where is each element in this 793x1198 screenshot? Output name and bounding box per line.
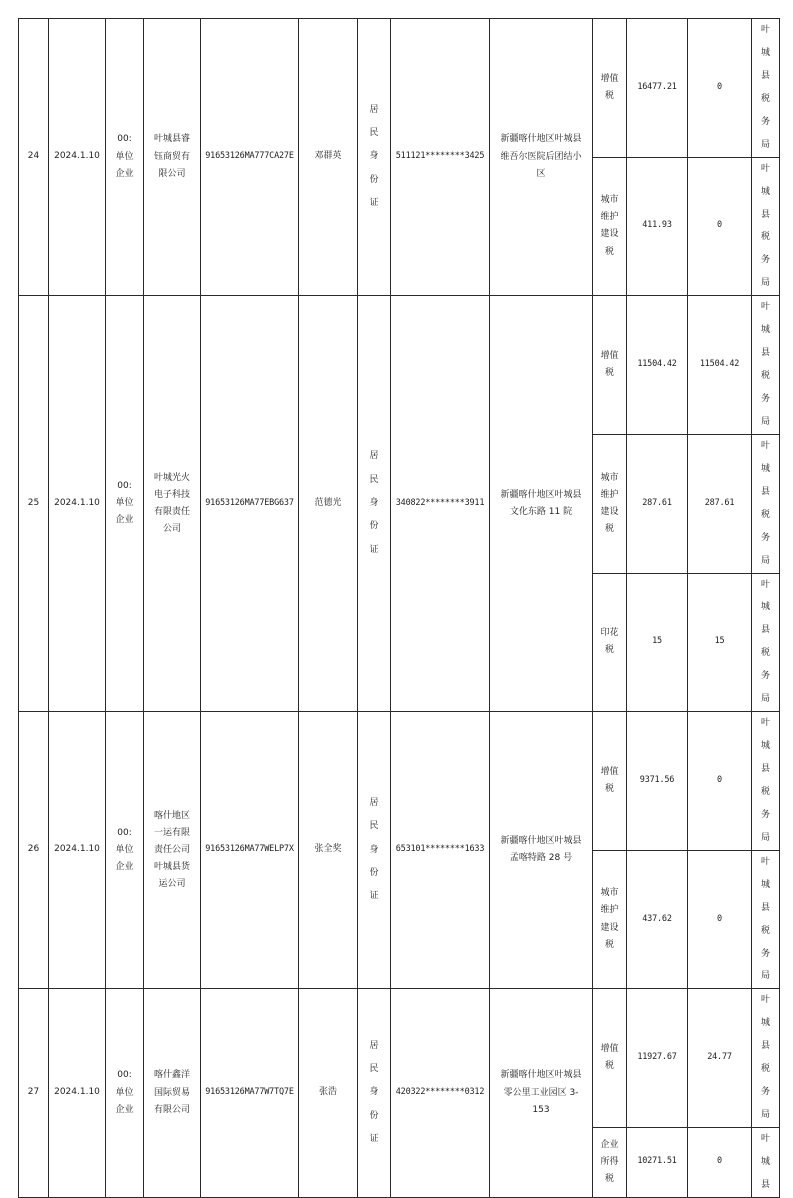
table-row bbox=[19, 989, 780, 1128]
company-name-cell-text: 叶城光火电子科技有限责任公司 bbox=[153, 472, 190, 534]
row-number-cell bbox=[19, 712, 49, 989]
tax-name-cell-text: 增值税 bbox=[600, 350, 619, 379]
id-number-cell bbox=[391, 296, 490, 712]
tax-authority-cell-text: 叶城县 bbox=[760, 1134, 770, 1190]
tax-amount-cell-text: 287.61 bbox=[642, 497, 672, 508]
id-type-cell-text: 居民身份证 bbox=[369, 797, 379, 902]
row-number-cell-text: 27 bbox=[27, 1087, 40, 1098]
tax-amount-cell-text: 16477.21 bbox=[637, 81, 677, 92]
legal-person-cell bbox=[299, 712, 358, 989]
tax-name-cell-text: 印花税 bbox=[600, 628, 619, 656]
tax-name-cell bbox=[593, 157, 627, 296]
address-cell-text: 新疆喀什地区叶城县孟喀特路 28 号 bbox=[500, 836, 582, 864]
id-type-cell bbox=[358, 296, 391, 712]
row-number-cell bbox=[19, 989, 49, 1197]
date-cell bbox=[49, 296, 106, 712]
company-name-cell-text: 叶城县睿钰商贸有限公司 bbox=[153, 134, 190, 179]
row-number-cell-text: 25 bbox=[27, 497, 40, 508]
taxpayer-type-cell bbox=[106, 989, 144, 1197]
tax-paid-cell bbox=[688, 19, 752, 158]
tax-amount-cell-text: 437.62 bbox=[642, 913, 672, 924]
taxpayer-type-cell-text: 00:单位企业 bbox=[115, 827, 134, 872]
tax-paid-cell bbox=[688, 850, 752, 989]
tax-authority-cell bbox=[752, 989, 780, 1128]
tax-paid-cell-text: 15 bbox=[714, 636, 725, 647]
tax-name-cell bbox=[593, 19, 627, 158]
tax-authority-cell bbox=[752, 573, 780, 712]
tax-amount-cell bbox=[627, 296, 688, 435]
tax-amount-cell bbox=[627, 989, 688, 1128]
taxpayer-type-cell bbox=[106, 296, 144, 712]
id-number-cell-text: 420322********0312 bbox=[395, 1087, 485, 1098]
taxpayer-type-cell-text: 00:单位企业 bbox=[115, 134, 134, 179]
tax-amount-cell-text: 9371.56 bbox=[639, 774, 675, 785]
tax-name-cell bbox=[593, 573, 627, 712]
tax-paid-cell bbox=[688, 157, 752, 296]
id-number-cell bbox=[391, 989, 490, 1197]
tax-authority-cell bbox=[752, 1128, 780, 1198]
tax-paid-cell bbox=[688, 989, 752, 1128]
tax-authority-cell-text: 叶城县税务局 bbox=[760, 995, 770, 1121]
tax-authority-cell-text: 叶城县税务局 bbox=[760, 25, 770, 150]
legal-person-cell bbox=[299, 19, 358, 296]
tax-name-cell bbox=[593, 1128, 627, 1198]
tax-paid-cell-text: 24.77 bbox=[707, 1052, 732, 1063]
row-number-cell bbox=[19, 19, 49, 296]
taxpayer-type-cell-text: 00:单位企业 bbox=[115, 1070, 134, 1115]
legal-person-cell-text: 邓群英 bbox=[314, 151, 342, 162]
taxpayer-type-cell bbox=[106, 19, 144, 296]
legal-person-cell-text: 张浩 bbox=[318, 1087, 337, 1098]
tax-amount-cell-text: 11927.67 bbox=[637, 1052, 677, 1063]
tax-amount-cell bbox=[627, 434, 688, 573]
tax-name-cell bbox=[593, 989, 627, 1128]
tax-amount-cell-text: 11504.42 bbox=[637, 359, 677, 370]
tax-name-cell bbox=[593, 434, 627, 573]
tax-name-cell-text: 城市维护建设税 bbox=[600, 195, 619, 257]
id-type-cell-text: 居民身份证 bbox=[369, 104, 379, 209]
tax-authority-cell bbox=[752, 434, 780, 573]
tax-paid-cell bbox=[688, 712, 752, 851]
tax-amount-cell bbox=[627, 712, 688, 851]
tax-authority-cell-text: 叶城县税务局 bbox=[760, 856, 770, 982]
table-row bbox=[19, 296, 780, 435]
tax-paid-cell-text: 0 bbox=[717, 774, 722, 785]
credit-code-cell bbox=[201, 712, 299, 989]
tax-authority-cell-text: 叶城县税务局 bbox=[760, 302, 770, 427]
tax-arrears-table bbox=[18, 18, 780, 1198]
credit-code-cell-text: 91653126MA777CA27E bbox=[205, 151, 294, 162]
address-cell bbox=[490, 19, 593, 296]
tax-authority-cell bbox=[752, 850, 780, 989]
tax-name-cell-text: 城市维护建设税 bbox=[600, 472, 619, 534]
address-cell bbox=[490, 989, 593, 1197]
tax-name-cell-text: 增值税 bbox=[600, 73, 619, 101]
credit-code-cell bbox=[201, 989, 299, 1197]
company-name-cell bbox=[144, 989, 201, 1197]
address-cell-text: 新疆喀什地区叶城县零公里工业园区 3-153 bbox=[500, 1070, 582, 1115]
table-row bbox=[19, 19, 780, 158]
tax-authority-cell-text: 叶城县税务局 bbox=[760, 579, 770, 705]
address-cell-text: 新疆喀什地区叶城县维吾尔医院后团结小区 bbox=[500, 134, 582, 179]
tax-name-cell bbox=[593, 712, 627, 851]
company-name-cell-text: 喀什地区一运有限责任公司叶城县货运公司 bbox=[153, 810, 190, 889]
tax-paid-cell bbox=[688, 573, 752, 712]
date-cell-text: 2024.1.10 bbox=[54, 844, 100, 855]
id-number-cell-text: 340822********3911 bbox=[395, 497, 485, 508]
tax-name-cell-text: 城市维护建设税 bbox=[600, 888, 619, 950]
id-number-cell bbox=[391, 712, 490, 989]
credit-code-cell-text: 91653126MA77EBG637 bbox=[205, 497, 294, 508]
tax-paid-cell-text: 0 bbox=[717, 81, 722, 92]
taxpayer-type-cell bbox=[106, 712, 144, 989]
tax-amount-cell bbox=[627, 157, 688, 296]
tax-paid-cell-text: 0 bbox=[717, 1156, 722, 1167]
credit-code-cell-text: 91653126MA77W7TQ7E bbox=[205, 1087, 294, 1098]
address-cell bbox=[490, 296, 593, 712]
id-number-cell-text: 653101********1633 bbox=[395, 844, 485, 855]
id-type-cell bbox=[358, 19, 391, 296]
tax-name-cell-text: 企业所得税 bbox=[600, 1139, 619, 1184]
legal-person-cell bbox=[299, 296, 358, 712]
tax-name-cell-text: 增值税 bbox=[600, 1044, 619, 1072]
date-cell-text: 2024.1.10 bbox=[54, 497, 100, 508]
tax-name-cell bbox=[593, 296, 627, 435]
tax-authority-cell-text: 叶城县税务局 bbox=[760, 718, 770, 843]
company-name-cell bbox=[144, 19, 201, 296]
tax-authority-cell bbox=[752, 712, 780, 851]
tax-amount-cell bbox=[627, 573, 688, 712]
credit-code-cell bbox=[201, 296, 299, 712]
legal-person-cell-text: 张全奖 bbox=[314, 844, 342, 855]
tax-amount-cell bbox=[627, 1128, 688, 1198]
tax-amount-cell-text: 10271.51 bbox=[637, 1156, 677, 1167]
tax-authority-cell bbox=[752, 157, 780, 296]
address-cell bbox=[490, 712, 593, 989]
table-row bbox=[19, 712, 780, 851]
date-cell bbox=[49, 712, 106, 989]
tax-paid-cell-text: 11504.42 bbox=[699, 359, 740, 370]
tax-name-cell bbox=[593, 850, 627, 989]
id-type-cell bbox=[358, 712, 391, 989]
tax-paid-cell bbox=[688, 434, 752, 573]
row-number-cell bbox=[19, 296, 49, 712]
id-number-cell-text: 511121********3425 bbox=[395, 151, 485, 162]
tax-paid-cell-text: 0 bbox=[717, 220, 722, 231]
date-cell-text: 2024.1.10 bbox=[54, 151, 100, 162]
tax-paid-cell bbox=[688, 1128, 752, 1198]
date-cell bbox=[49, 19, 106, 296]
row-number-cell-text: 24 bbox=[27, 151, 40, 162]
id-type-cell bbox=[358, 989, 391, 1197]
date-cell bbox=[49, 989, 106, 1197]
tax-authority-cell bbox=[752, 296, 780, 435]
tax-authority-cell bbox=[752, 19, 780, 158]
tax-paid-cell-text: 287.61 bbox=[704, 497, 735, 508]
tax-paid-cell bbox=[688, 296, 752, 435]
tax-name-cell-text: 增值税 bbox=[600, 766, 619, 794]
company-name-cell bbox=[144, 712, 201, 989]
tax-amount-cell bbox=[627, 19, 688, 158]
address-cell-text: 新疆喀什地区叶城县文化东路 11 院 bbox=[500, 489, 582, 517]
tax-amount-cell bbox=[627, 850, 688, 989]
legal-person-cell bbox=[299, 989, 358, 1197]
date-cell-text: 2024.1.10 bbox=[54, 1087, 100, 1098]
company-name-cell-text: 喀什鑫洋国际贸易有限公司 bbox=[153, 1070, 190, 1115]
table-body bbox=[19, 19, 780, 1198]
id-type-cell-text: 居民身份证 bbox=[369, 451, 379, 555]
taxpayer-type-cell-text: 00:单位企业 bbox=[115, 481, 134, 526]
tax-paid-cell-text: 0 bbox=[717, 913, 722, 924]
company-name-cell bbox=[144, 296, 201, 712]
credit-code-cell bbox=[201, 19, 299, 296]
credit-code-cell-text: 91653126MA77WELP7X bbox=[205, 844, 294, 855]
legal-person-cell-text: 范德光 bbox=[314, 497, 342, 508]
id-number-cell bbox=[391, 19, 490, 296]
tax-amount-cell-text: 411.93 bbox=[642, 220, 672, 231]
tax-amount-cell-text: 15 bbox=[652, 636, 662, 647]
row-number-cell-text: 26 bbox=[27, 844, 40, 855]
id-type-cell-text: 居民身份证 bbox=[369, 1040, 379, 1145]
tax-authority-cell-text: 叶城县税务局 bbox=[760, 163, 770, 289]
tax-authority-cell-text: 叶城县税务局 bbox=[760, 440, 770, 566]
